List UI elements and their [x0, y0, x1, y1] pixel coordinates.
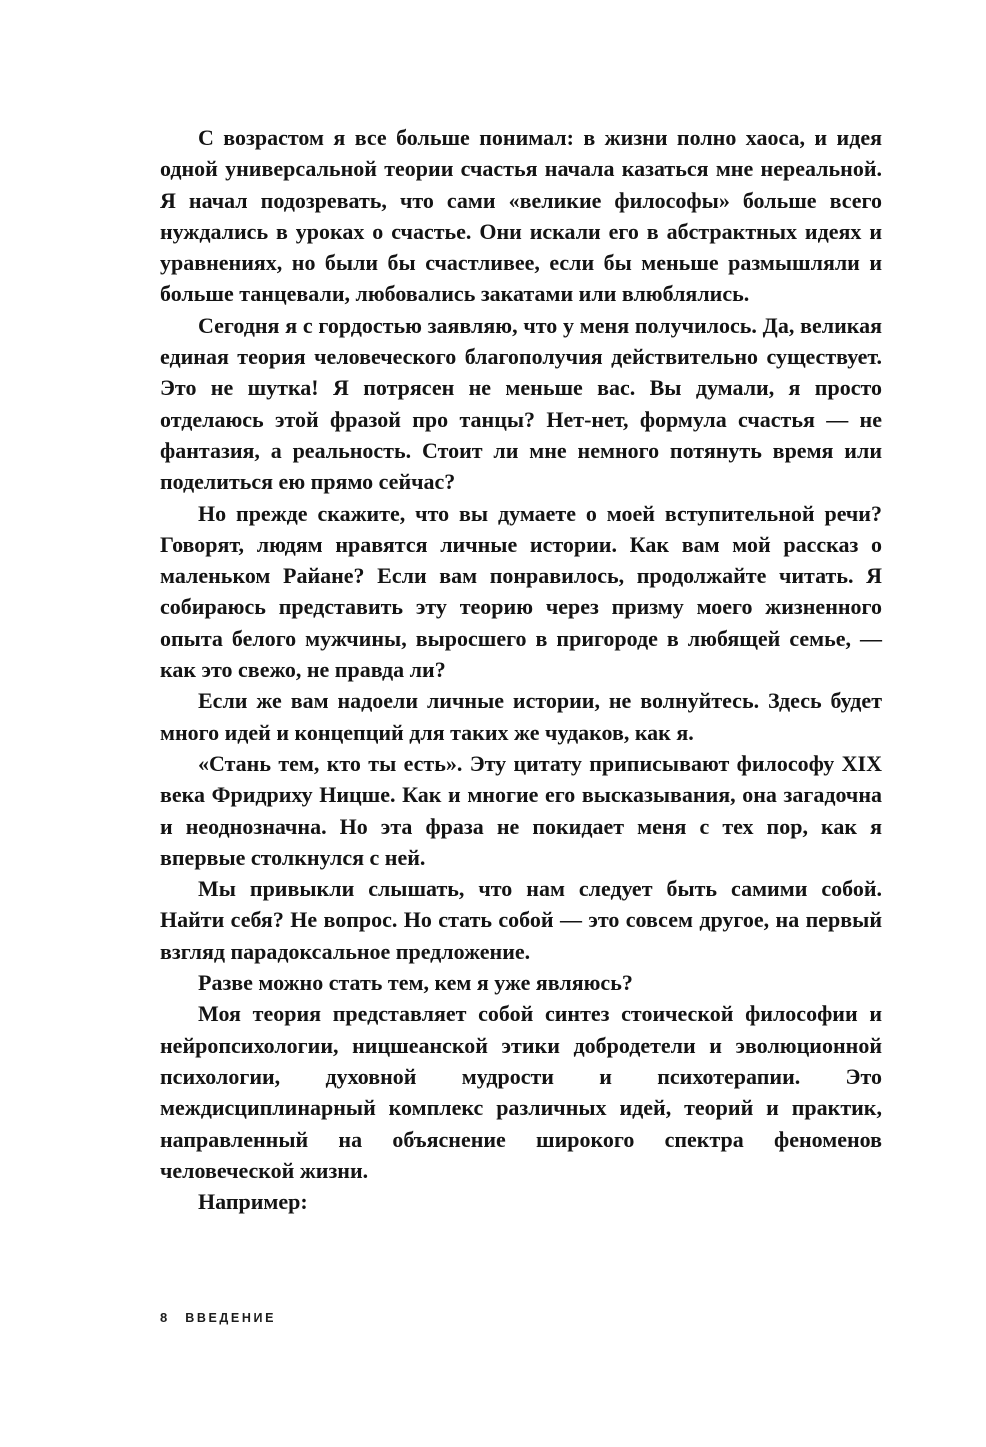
paragraph: Разве можно стать тем, кем я уже являюсь?	[198, 970, 633, 996]
section-title: ВВЕДЕНИЕ	[185, 1311, 277, 1325]
body-text	[160, 122, 882, 1217]
paragraph: Если же вам надоели личные истории, не волнуйтесь. Здесь будет много идей и концепций для таких же чудаков, как я.	[160, 688, 882, 745]
paragraph: С возрастом я все больше понимал: в жизни полно хаоса, и идея одной универсальной теории счастья начала казаться мне нереальной. Я начал подозревать, что сами «великие философы» больше всего нуждались в уроках о счастье. Они искали его в абстрактных идеях и уравнениях, но были бы счастливее, если бы меньше размышляли и больше танцевали, любовались закатами или влюблялись.	[160, 125, 882, 307]
paragraph: Моя теория представляет собой синтез стоической философии и нейропсихологии, ницшеанской этики добродетели и эволюционной психологии, духовной мудрости и психотерапии. Это междисциплинарный комплекс различных идей, теорий и практик, направленный на объяснение широкого спектра феноменов человеческой жизни.	[160, 1001, 882, 1183]
page-number: 8	[160, 1310, 168, 1325]
paragraph: Мы привыкли слышать, что нам следует быть самими собой. Найти себя? Не вопрос. Но стать собой — это совсем другое, на первый взгляд парадоксальное предложение.	[160, 876, 882, 964]
page-footer	[160, 1310, 276, 1325]
paragraph: Сегодня я с гордостью заявляю, что у меня получилось. Да, великая единая теория человеческого благополучия действительно существует. Это не шутка! Я потрясен не меньше вас. Вы думали, я просто отделаюсь этой фразой про танцы? Нет-нет, формула счастья — не фантазия, а реальность. Стоит ли мне немного потянуть время или поделиться ею прямо сейчас?	[160, 312, 882, 495]
paragraph: Но прежде скажите, что вы думаете о моей вступительной речи? Говорят, людям нравятся личные истории. Как вам мой рассказ о маленьком Райане? Если вам понравилось, продолжайте читать. Я собираюсь представить эту теорию через призму моего жизненного опыта белого мужчины, выросшего в пригороде в любящей семье, — как это свежо, не правда ли?	[160, 500, 882, 683]
paragraph: Например:	[198, 1189, 308, 1215]
paragraph: «Стань тем, кто ты есть». Эту цитату приписывают философу XIX века Фридриху Ницше. Как и многие его высказывания, она загадочна и неоднозначна. Но эта фраза не покидает меня с тех пор, как я впервые столкнулся с ней.	[160, 750, 882, 870]
